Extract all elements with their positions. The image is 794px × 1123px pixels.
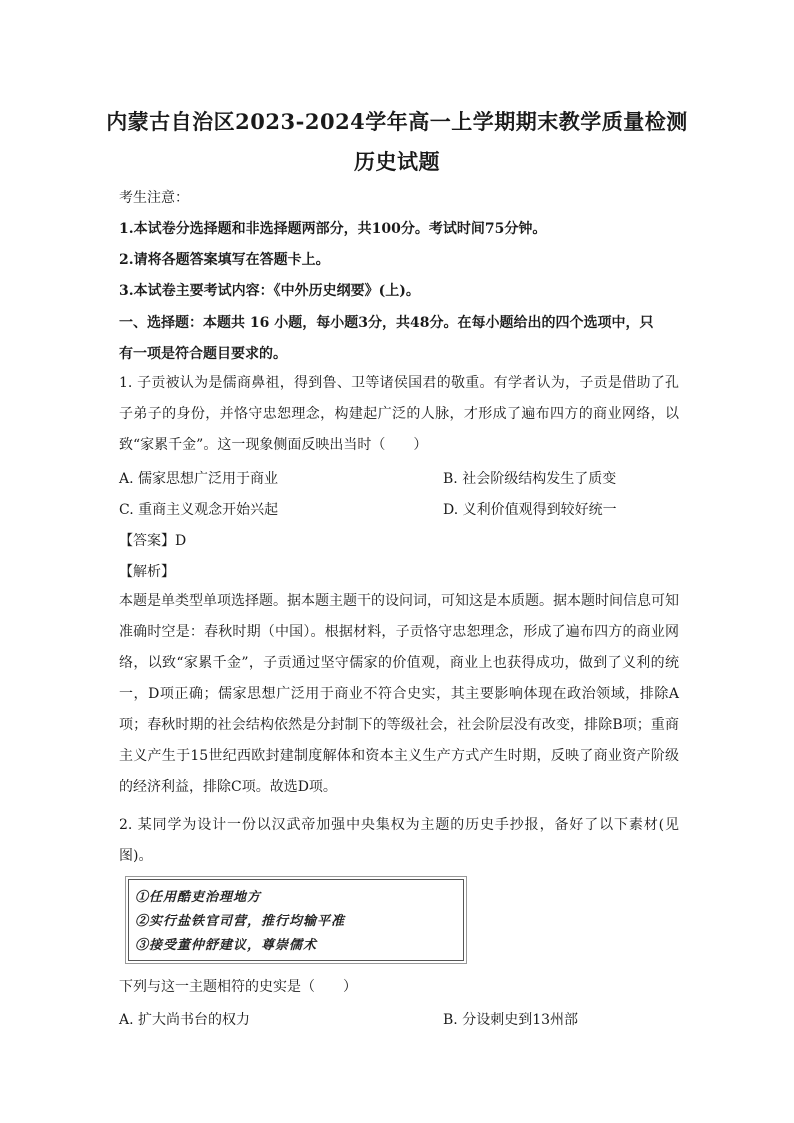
note-item: 3.本试卷主要考试内容：《中外历史纲要》(上)。 [119, 283, 420, 299]
q2-option-a: A. 扩大尚书台的权力 [119, 1012, 251, 1028]
q1-analysis: 本题是单类型单项选择题。据本题主题干的设问词，可知这是本质题。据本题时间信息可知准确时空是：春秋时期（中国）。根据材料，子贡恪守忠恕理念，形成了遍布四方的商业网络，以致“家累千金”，子贡通过坚守儒家的价值观，商业上也获得成功，做到了义利的统一，D项正确；儒家思想广泛用于商业不符合史实，其主要影响体现在政治领域，排除A项；春秋时期的社会结构依然是分封制下的等级社会，社会阶层没有改变，排除B项；重商主义产生于15世纪西欧封建制度解体和资本主义生产方式产生时期，反映了商业资产阶级的经济利益，排除C项。故选D项。 [119, 593, 679, 795]
page-title: 内蒙古自治区2023-2024学年高一上学期期末教学质量检测 [106, 109, 688, 134]
q1-analysis-label: 【解析】 [119, 564, 175, 580]
q2-question: 下列与这一主题相符的史实是（ ） [119, 979, 357, 995]
q1-option-d: D. 义利价值观得到较好统一 [443, 502, 617, 518]
notes-heading: 考生注意： [119, 190, 189, 206]
question-2-stem: 2. 某同学为设计一份以汉武帝加强中央集权为主题的历史手抄报，备好了以下素材(见图)。 [119, 817, 679, 864]
note-item: 1.本试卷分选择题和非选择题两部分，共100分。考试时间75分钟。 [119, 221, 547, 237]
section-heading-cont: 有一项是符合题目要求的。 [119, 346, 287, 362]
q1-option-c: C. 重商主义观念开始兴起 [119, 502, 279, 518]
material-item: ②实行盐铁官司营，推行均输平准 [135, 914, 346, 929]
section-heading: 一、选择题：本题共 16 小题，每小题3分，共48分。在每小题给出的四个选项中，只 [119, 315, 654, 331]
material-item: ①任用酷吏治理地方 [135, 890, 262, 905]
q1-option-a: A. 儒家思想广泛用于商业 [119, 471, 279, 487]
material-item: ③接受董仲舒建议，尊崇儒术 [135, 938, 318, 953]
question-1-stem: 1. 子贡被认为是儒商鼻祖，得到鲁、卫等诸侯国君的敬重。有学者认为，子贡是借助了孔子弟子的身份，并恪守忠恕理念，构建起广泛的人脉，才形成了遍布四方的商业网络，以致“家累千金”。这一现象侧面反映出当时（ ） [119, 375, 679, 453]
material-box [128, 879, 464, 961]
q2-option-b: B. 分设刺史到13州部 [443, 1012, 579, 1028]
page-subtitle: 历史试题 [354, 149, 440, 174]
q1-answer: 【答案】D [119, 533, 187, 549]
q1-option-b: B. 社会阶级结构发生了质变 [443, 471, 617, 487]
note-item: 2.请将各题答案填写在答题卡上。 [119, 252, 330, 268]
